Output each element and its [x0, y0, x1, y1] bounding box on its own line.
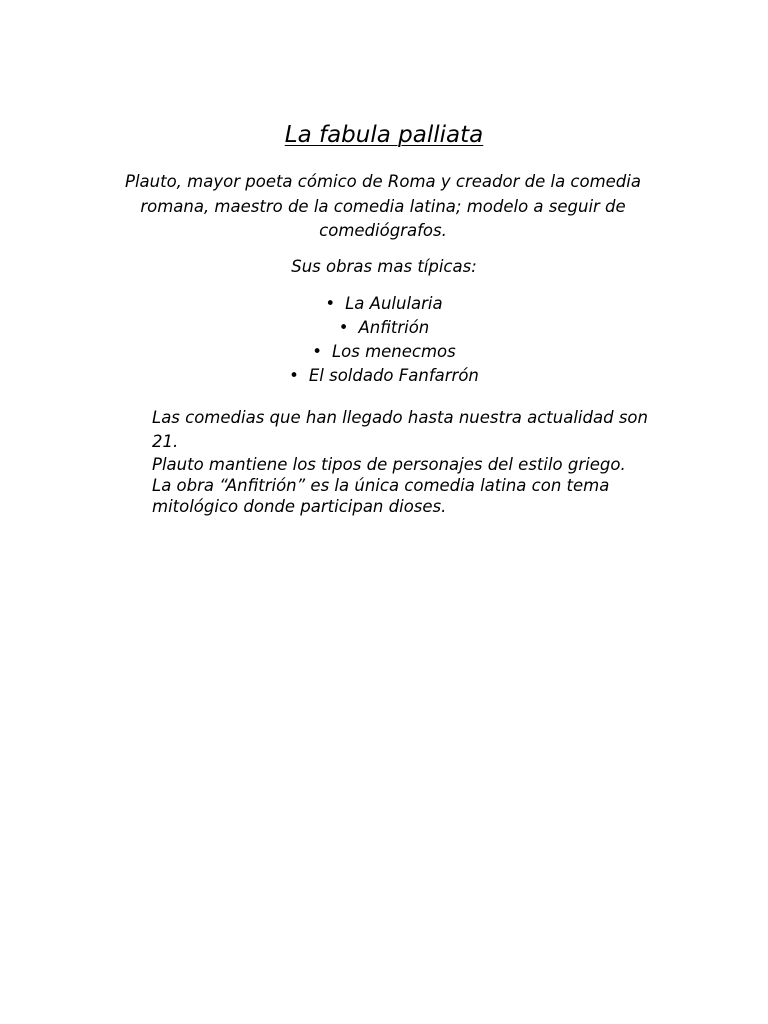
bullet-icon: • — [325, 294, 336, 313]
list-item — [0, 340, 768, 364]
fact-comedies-count: Las comedias que han llegado hasta nuestra actualidad son 21. — [152, 408, 648, 451]
page-title: La fabula palliata — [284, 122, 484, 148]
fact-anfitrion: La obra “Anfitrión” es la única comedia latina con tema mitológico donde participan dioses. — [152, 476, 610, 516]
list-item — [0, 292, 768, 316]
work-title: Anfitrión — [358, 318, 430, 337]
bullet-icon: • — [338, 318, 349, 337]
work-title: El soldado Fanfarrón — [308, 366, 479, 385]
work-title: La Aulularia — [345, 294, 443, 313]
bullet-icon: • — [289, 366, 299, 385]
facts-block — [152, 406, 672, 517]
works-heading: Sus obras mas típicas: — [291, 257, 477, 276]
fact-greek-characters: Plauto mantiene los tipos de personajes del estilo griego. — [152, 455, 626, 474]
list-item — [0, 316, 768, 340]
works-list — [0, 292, 768, 388]
bullet-icon: • — [312, 342, 322, 361]
list-item — [0, 364, 768, 388]
work-title: Los menecmos — [331, 342, 456, 361]
intro-paragraph: Plauto, mayor poeta cómico de Roma y creador de la comedia romana, maestro de la comedia latina; modelo a seguir de comediógrafos. — [125, 172, 641, 240]
